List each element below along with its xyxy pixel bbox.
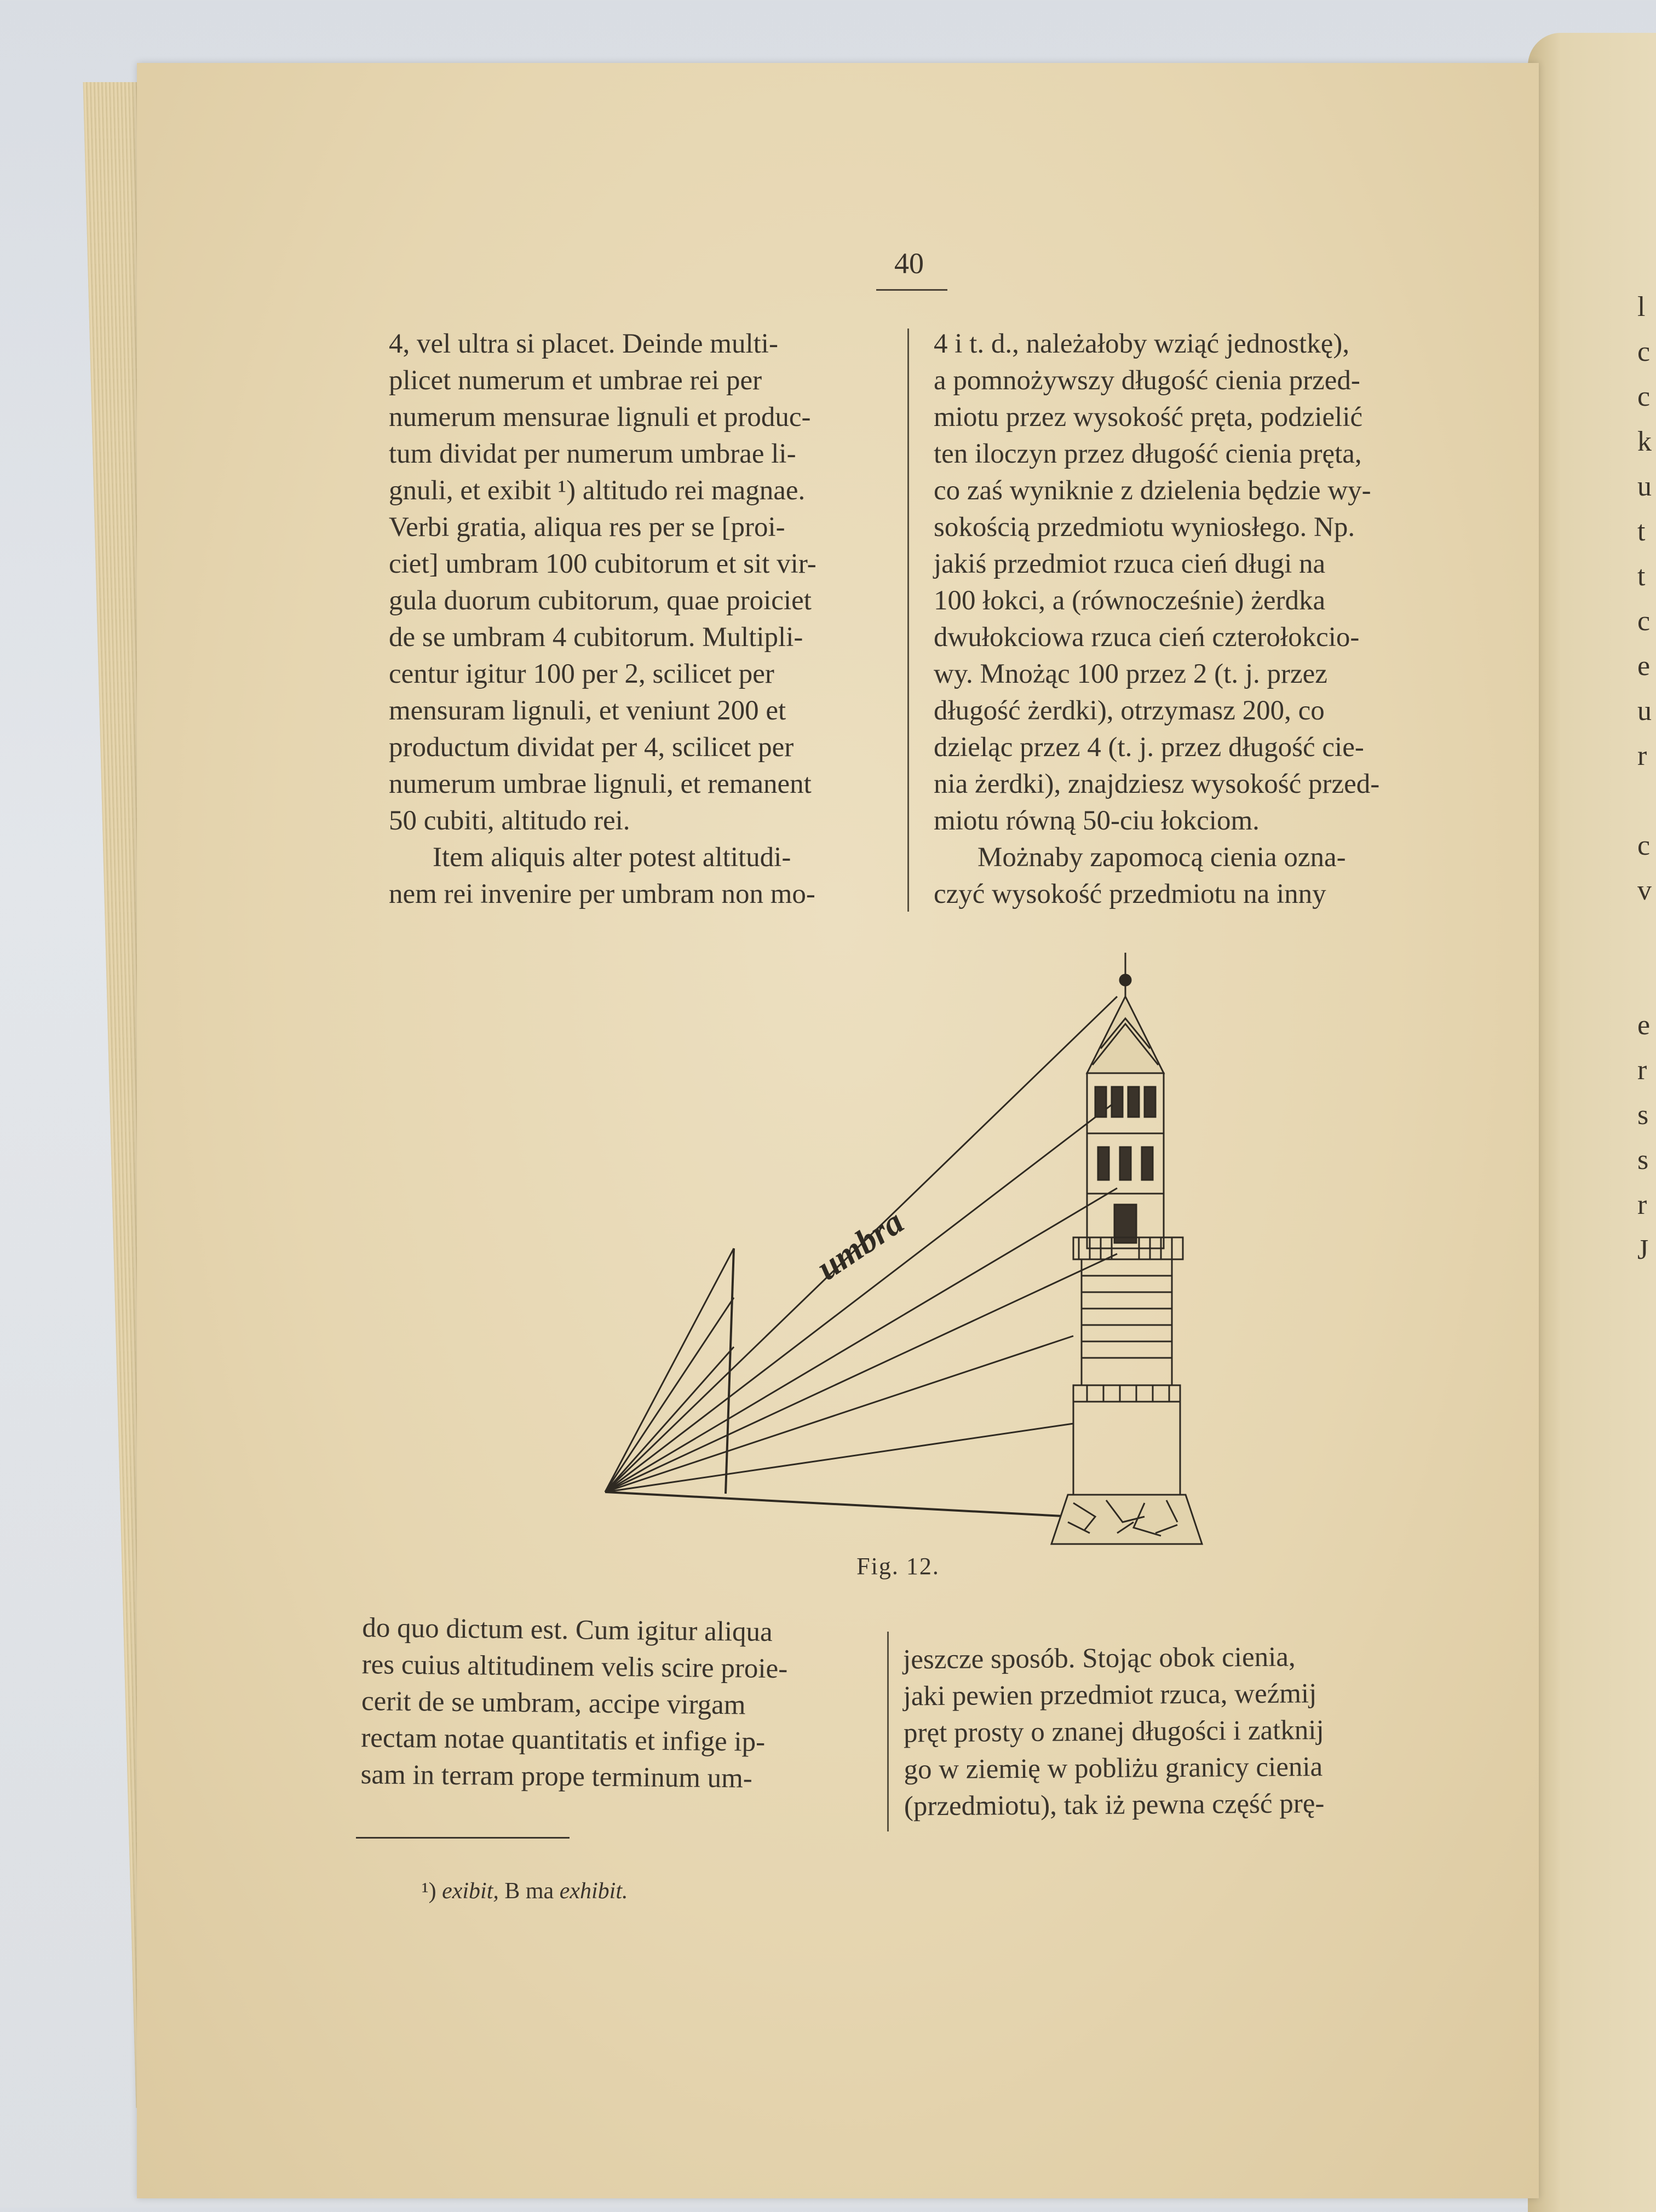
next-page-letter: c [1637, 381, 1651, 412]
footnote-marker: ¹) [422, 1879, 436, 1904]
text-line: pręt prosty o znanej długości i zatknij [903, 1715, 1324, 1749]
next-page-letter: t [1637, 561, 1646, 592]
text-line: res cuius altitudinem velis scire proie- [361, 1649, 788, 1685]
text-line: cerit de se umbram, accipe virgam [361, 1686, 746, 1721]
next-page-letter: k [1637, 426, 1652, 457]
text-line: gula duorum cubitorum, quae proiciet [389, 585, 812, 616]
footnote-middle: B ma [498, 1879, 560, 1904]
next-page-letter [1637, 958, 1656, 1003]
polish-column-bottom [903, 1638, 1446, 1825]
footnote-rule [356, 1837, 570, 1839]
text-line: miotu równą 50-ciu łokciom. [934, 805, 1260, 836]
text-line: sokością przedmiotu wyniosłego. Np. [934, 512, 1355, 543]
text-line: ten iloczyn przez długość cienia pręta, [934, 439, 1362, 469]
text-line: de se umbram 4 cubitorum. Multipli- [389, 622, 803, 653]
text-line: gnuli, et exibit ¹) altitudo rei magnae. [389, 475, 806, 506]
text-line: a pomnożywszy długość cienia przed- [934, 365, 1360, 396]
tower-icon [1051, 953, 1202, 1544]
text-line: miotu przez wysokość pręta, podzielić [934, 402, 1363, 433]
text-line: centur igitur 100 per 2, scilicet per [389, 659, 774, 689]
next-page-letter: s [1637, 1144, 1649, 1176]
next-page-letter [1637, 913, 1656, 958]
next-page-letter [1637, 779, 1656, 823]
text-line: go w ziemię w pobliżu granicy cienia [904, 1752, 1323, 1785]
figure-caption: Fig. 12. [856, 1553, 940, 1580]
figure-12-tower-shadow-diagram [591, 953, 1238, 1555]
next-page-letter: l [1637, 291, 1646, 322]
text-line: co zaś wyniknie z dzielenia będzie wy- [934, 475, 1371, 506]
text-line: 4, vel ultra si placet. Deinde multi- [389, 329, 778, 359]
text-line: nem rei invenire per umbram non mo- [389, 879, 815, 909]
next-page-letter: r [1637, 1189, 1647, 1220]
text-line: Verbi gratia, aliqua res per se [proi- [389, 512, 785, 543]
text-line: ciet] umbram 100 cubitorum et sit vir- [389, 549, 817, 579]
next-page-letter: c [1637, 336, 1651, 367]
text-line: jeszcze sposób. Stojąc obok cienia, [902, 1641, 1296, 1675]
column-divider-bottom [887, 1632, 889, 1831]
text-line: numerum mensurae lignuli et produc- [389, 402, 811, 433]
next-page-letter: e [1637, 1010, 1651, 1041]
text-line: 50 cubiti, altitudo rei. [389, 805, 630, 836]
page-number-rule [876, 289, 947, 291]
text-line: nia żerdki), znajdziesz wysokość przed- [934, 769, 1380, 799]
text-line: tum dividat per numerum umbrae li- [389, 439, 796, 469]
column-divider-top [907, 329, 909, 912]
text-line: długość żerdki), otrzymasz 200, co [934, 695, 1325, 726]
text-line: wy. Mnożąc 100 przez 2 (t. j. przez [934, 659, 1327, 689]
text-line: dwułokciowa rzuca cień czterołokcio- [934, 622, 1360, 653]
text-line: sam in terram prope terminum um- [360, 1759, 753, 1794]
next-page-letter: u [1637, 471, 1652, 502]
next-page-letter: c [1637, 830, 1651, 861]
latin-column-top [389, 326, 890, 913]
text-line: Możnaby zapomocą cienia ozna- [978, 842, 1346, 873]
footnote-word-exibit: exibit, [442, 1879, 499, 1904]
text-line: czyć wysokość przedmiotu na inny [934, 879, 1326, 909]
text-line: dzieląc przez 4 (t. j. przez długość cie- [934, 732, 1364, 763]
next-page-edge [1528, 33, 1656, 2212]
shadow-label: umbra [809, 1202, 911, 1288]
next-page-letter: J [1637, 1234, 1649, 1265]
page-number: 40 [894, 247, 924, 280]
footnote-word-exhibit: exhibit. [559, 1879, 628, 1904]
next-page-letter: r [1637, 1055, 1647, 1086]
text-line: Item aliquis alter potest altitudi- [433, 842, 791, 873]
next-page-letter: e [1637, 650, 1651, 682]
text-line: plicet numerum et umbrae rei per [389, 365, 762, 396]
text-line: mensuram lignuli, et veniunt 200 et [389, 695, 786, 726]
next-page-letter: r [1637, 740, 1647, 771]
footnote [422, 1878, 628, 1904]
next-page-letter: c [1637, 606, 1651, 637]
text-line: productum dividat per 4, scilicet per [389, 732, 794, 763]
text-line: (przedmiotu), tak iż pewna część prę- [904, 1788, 1325, 1822]
next-page-letter: s [1637, 1099, 1649, 1131]
text-line: numerum umbrae lignuli, et remanent [389, 769, 812, 799]
text-line: jakiś przedmiot rzuca cień długi na [934, 549, 1326, 579]
text-line: do quo dictum est. Cum igitur aliqua [362, 1612, 773, 1648]
polish-column-top [934, 326, 1454, 913]
next-page-letter: u [1637, 695, 1652, 727]
text-line: 100 łokci, a (równocześnie) żerdka [934, 585, 1326, 616]
text-line: rectam notae quantitatis et infige ip- [361, 1723, 766, 1758]
next-page-text-fragments [1637, 285, 1656, 1272]
next-page-letter: v [1637, 875, 1652, 906]
next-page-letter: t [1637, 516, 1646, 547]
text-line: 4 i t. d., należałoby wziąć jednostkę), [934, 329, 1350, 359]
text-line: jaki pewien przedmiot rzuca, weźmij [903, 1678, 1317, 1712]
latin-column-bottom [360, 1610, 869, 1799]
